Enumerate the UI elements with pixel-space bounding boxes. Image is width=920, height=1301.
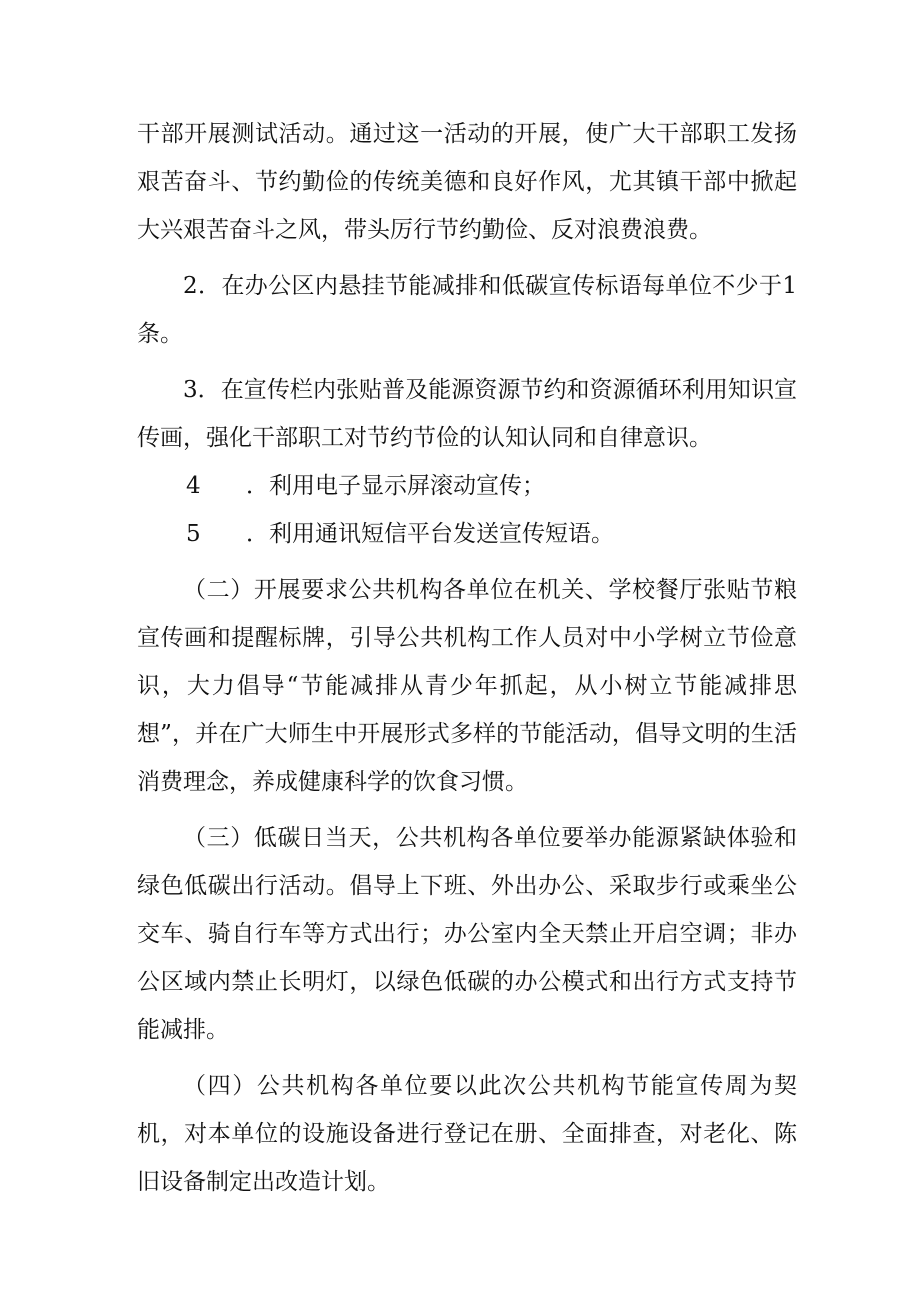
paragraph-section-2: （二）开展要求公共机构各单位在机关、学校餐厅张贴节粮宣传画和提醒标牌，引导公共机构工作人员对中小学树立节俭意识，大力倡导“节能减排从青少年抓起，从小树立节能减排思想”，并在广大师生中开展形式多样的节能活动，倡导文明的生活消费理念，养成健康科学的饮食习惯。 bbox=[137, 577, 797, 795]
paragraph-item-2: 2．在办公区内悬挂节能减排和低碳宣传标语每单位不少于1条。 bbox=[137, 273, 797, 347]
list-number: 5 bbox=[186, 521, 201, 547]
paragraph-item-4 bbox=[137, 462, 797, 510]
paragraph-section-3: （三）低碳日当天，公共机构各单位要举办能源紧缺体验和绿色低碳出行活动。倡导上下班、外出办公、采取步行或乘坐公交车、骑自行车等方式出行；办公室内全天禁止开启空调；非办公区域内禁止长明灯，以绿色低碳的办公模式和出行方式支持节能减排。 bbox=[137, 825, 797, 1043]
list-number: 4 bbox=[186, 473, 201, 499]
list-text: ．利用电子显示屏滚动宣传； bbox=[246, 473, 545, 499]
paragraph-item-5 bbox=[137, 510, 797, 558]
document-body bbox=[137, 110, 797, 1206]
list-text: ．利用通讯短信平台发送宣传短语。 bbox=[246, 521, 614, 547]
paragraph-continuation: 干部开展测试活动。通过这一活动的开展，使广大干部职工发扬艰苦奋斗、节约勤俭的传统美德和良好作风，尤其镇干部中掀起大兴艰苦奋斗之风，带头厉行节约勤俭、反对浪费浪费。 bbox=[137, 121, 797, 243]
paragraph-item-3: 3．在宣传栏内张贴普及能源资源节约和资源循环利用知识宣传画，强化干部职工对节约节俭的认知认同和自律意识。 bbox=[137, 377, 797, 451]
paragraph-section-4: （四）公共机构各单位要以此次公共机构节能宣传周为契机，对本单位的设施设备进行登记在册、全面排查，对老化、陈旧设备制定出改造计划。 bbox=[137, 1073, 797, 1195]
